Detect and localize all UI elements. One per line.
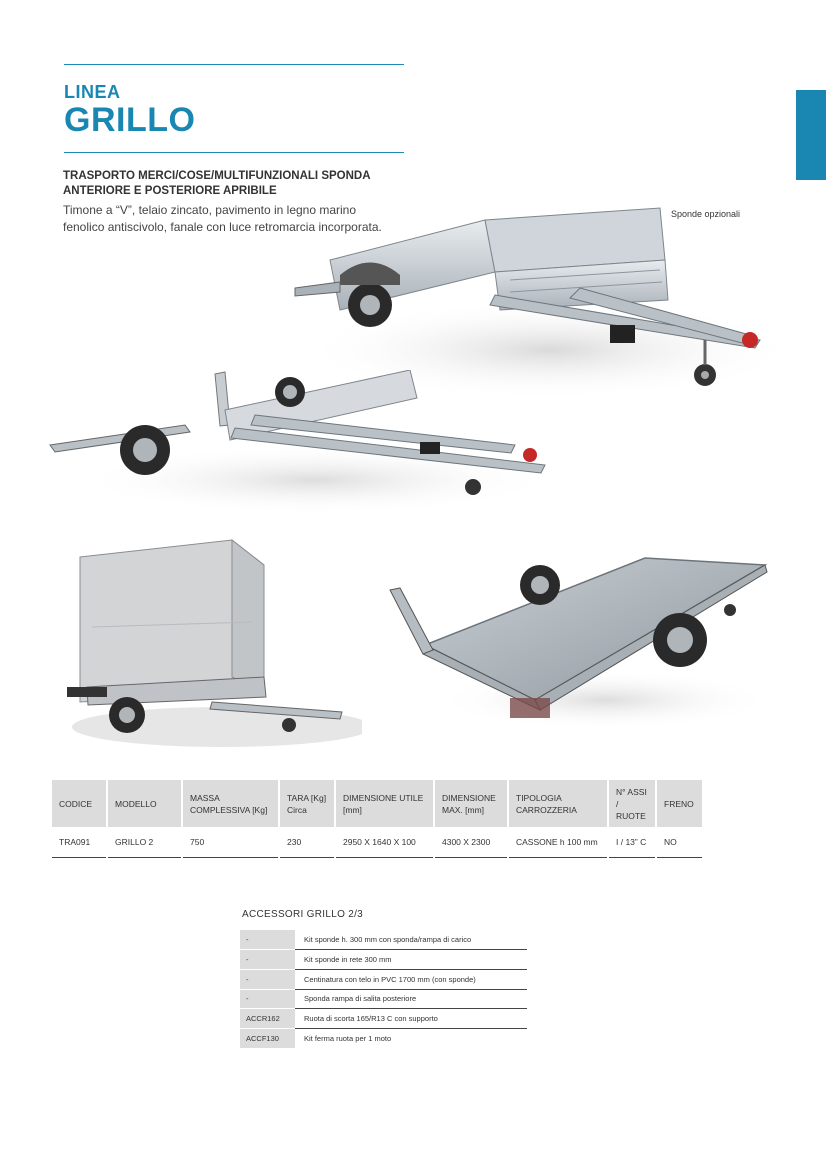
ramp-trailer-photo (385, 550, 775, 735)
accessory-code: - (240, 950, 295, 970)
top-rule (64, 64, 404, 65)
list-item (240, 930, 527, 950)
spec-header-row (52, 780, 703, 827)
accessory-code: - (240, 930, 295, 950)
accessory-description: Kit sponde h. 300 mm con sponda/rampa di carico (295, 930, 527, 950)
spec-table (52, 780, 704, 858)
list-item (240, 1028, 527, 1048)
accessory-code: - (240, 969, 295, 989)
cell-tara: 230 (279, 827, 335, 857)
accessory-description: Kit sponde in rete 300 mm (295, 950, 527, 970)
section-tab (796, 90, 826, 180)
page-title: GRILLO (64, 101, 196, 139)
accessory-code: ACCR162 (240, 1009, 295, 1029)
list-item (240, 950, 527, 970)
cell-modello: GRILLO 2 (107, 827, 182, 857)
list-item (240, 1009, 527, 1029)
title-rule (64, 152, 404, 153)
cell-massa: 750 (182, 827, 279, 857)
header-codice: CODICE (52, 780, 107, 827)
header-freno: FRENO (656, 780, 703, 827)
header-dim-max: DIMENSIONE MAX. [mm] (434, 780, 508, 827)
table-row (52, 827, 703, 857)
header-dim-utile: DIMENSIONE UTILE [mm] (335, 780, 434, 827)
cell-dim-utile: 2950 X 1640 X 100 (335, 827, 434, 857)
header-assi: N° ASSI / RUOTE (608, 780, 656, 827)
accessory-description: Ruota di scorta 165/R13 C con supporto (295, 1009, 527, 1029)
cell-codice: TRA091 (52, 827, 107, 857)
header-massa: MASSA COMPLESSIVA [Kg] (182, 780, 279, 827)
product-subtitle: TRASPORTO MERCI/COSE/MULTIFUNZIONALI SPONDA ANTERIORE E POSTERIORE APRIBILE (63, 170, 371, 197)
accessories-table (240, 930, 527, 1049)
line-label: LINEA (64, 82, 121, 102)
covered-tarp-trailer-photo (52, 537, 362, 752)
header-tara: TARA [Kg] Circa (279, 780, 335, 827)
header-modello: MODELLO (107, 780, 182, 827)
list-item (240, 989, 527, 1009)
header-tipologia: TIPOLOGIA CARROZZERIA (508, 780, 608, 827)
accessory-code: - (240, 989, 295, 1009)
cell-freno: NO (656, 827, 703, 857)
list-item (240, 969, 527, 989)
product-description: Timone a “V”, telaio zincato, pavimento in legno marino fenolico antiscivolo, fanale con luce retromarcia incorporata. (63, 203, 382, 234)
photo-caption: Sponde opzionali (671, 209, 741, 219)
accessory-description: Kit ferma ruota per 1 moto (304, 1034, 392, 1044)
cell-dim-max: 4300 X 2300 (434, 827, 508, 857)
accessory-description: Sponda rampa di salita posteriore (295, 989, 527, 1009)
accessory-description: Centinatura con telo in PVC 1700 mm (con sponde) (295, 969, 527, 989)
cell-assi: I / 13” C (608, 827, 656, 857)
flatbed-tilt-trailer-photo (45, 370, 555, 520)
cell-tipologia: CASSONE h 100 mm (508, 827, 608, 857)
accessories-title: ACCESSORI GRILLO 2/3 (242, 909, 364, 920)
accessory-code: ACCF130 (240, 1028, 295, 1048)
